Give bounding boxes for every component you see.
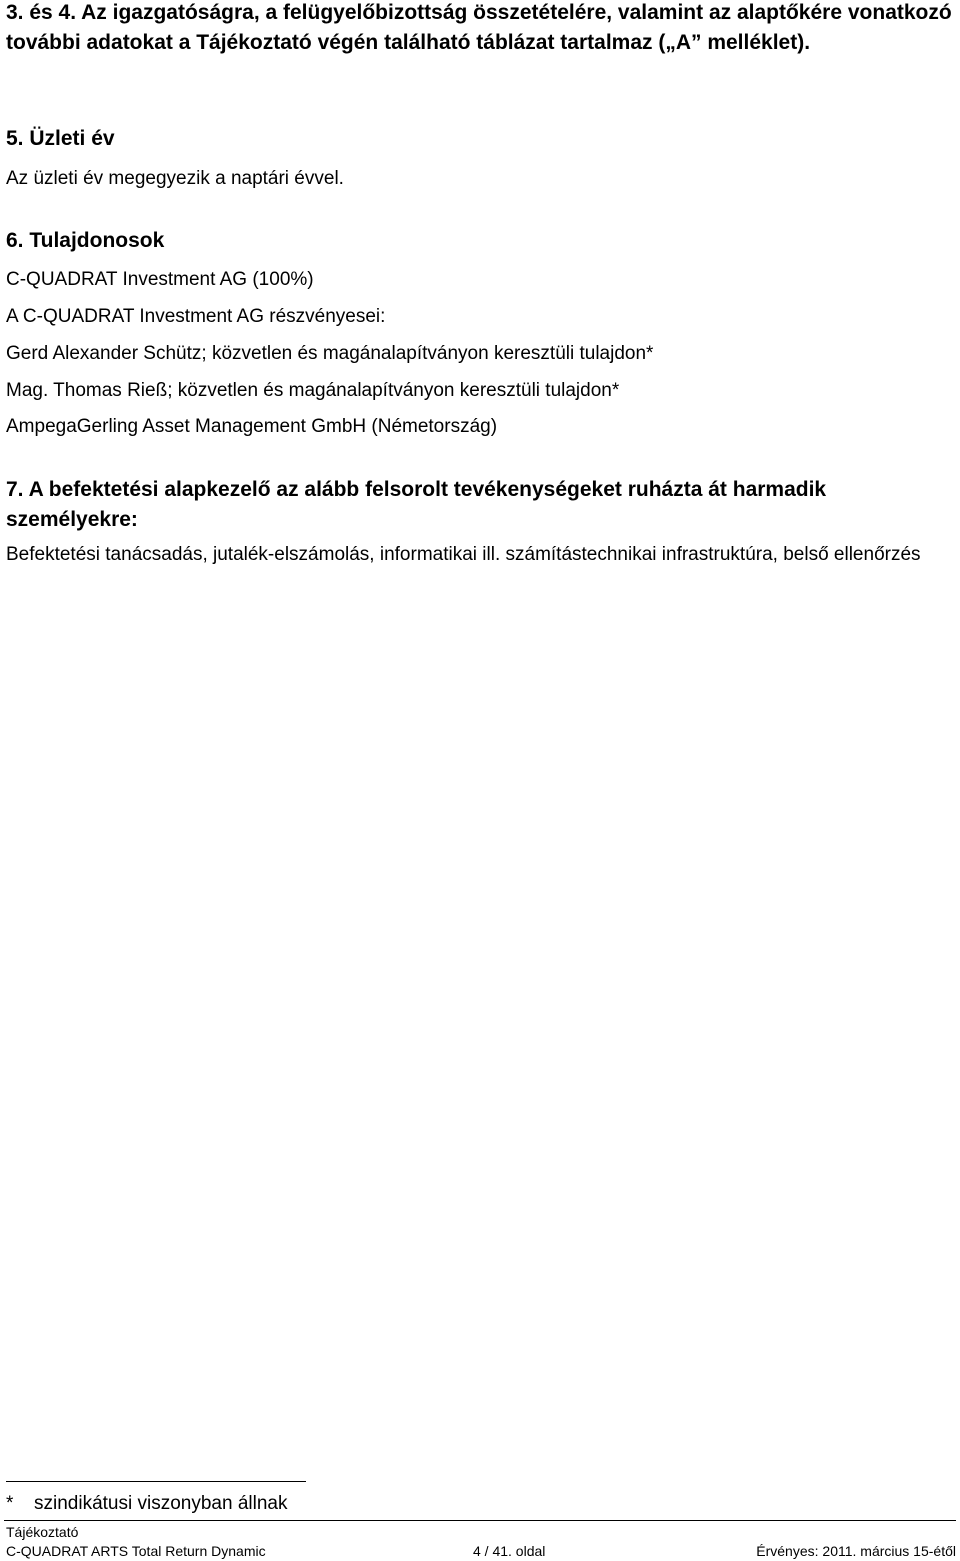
footer-validity: Érvényes: 2011. március 15-étől — [756, 1543, 956, 1559]
footer-fund-name: C-QUADRAT ARTS Total Return Dynamic — [6, 1543, 266, 1559]
footer-divider — [4, 1520, 956, 1521]
owner-line-5: AmpegaGerling Asset Management GmbH (Németország) — [6, 416, 498, 437]
owner-line-4: Mag. Thomas Rieß; közvetlen és magánalapítványon keresztüli tulajdon* — [6, 380, 620, 401]
section-5-text: Az üzleti év megegyezik a naptári évvel. — [6, 168, 344, 189]
section-7-heading: 7. A befektetési alapkezelő az alább felsorolt tevékenységeket ruházta át harmadik személyekre: — [6, 478, 827, 531]
owner-line-1: C-QUADRAT Investment AG (100%) — [6, 269, 314, 290]
footer-title: Tájékoztató — [6, 1524, 79, 1540]
footnote-mark: * — [6, 1493, 14, 1514]
footer-page-number: 4 / 41. oldal — [473, 1543, 546, 1559]
section-7-text: Befektetési tanácsadás, jutalék-elszámolás, informatikai ill. számítástechnikai infrastruktúra, belső ellenőrzés — [6, 544, 921, 565]
owner-line-2: A C-QUADRAT Investment AG részvényesei: — [6, 306, 386, 327]
footnote — [6, 1492, 287, 1516]
section-3-4-heading: 3. és 4. Az igazgatóságra, a felügyelőbizottság összetételére, valamint az alaptőkére vonatkozó további adatokat a Tájékoztató végén található táblázat tartalmaz („A” melléklet). — [6, 1, 952, 54]
owner-line-3: Gerd Alexander Schütz; közvetlen és magánalapítványon keresztüli tulajdon* — [6, 343, 654, 364]
footnote-divider — [6, 1481, 306, 1482]
footnote-text: szindikátusi viszonyban állnak — [34, 1493, 288, 1514]
section-5-heading: 5. Üzleti év — [6, 127, 115, 150]
section-6-heading: 6. Tulajdonosok — [6, 229, 165, 252]
